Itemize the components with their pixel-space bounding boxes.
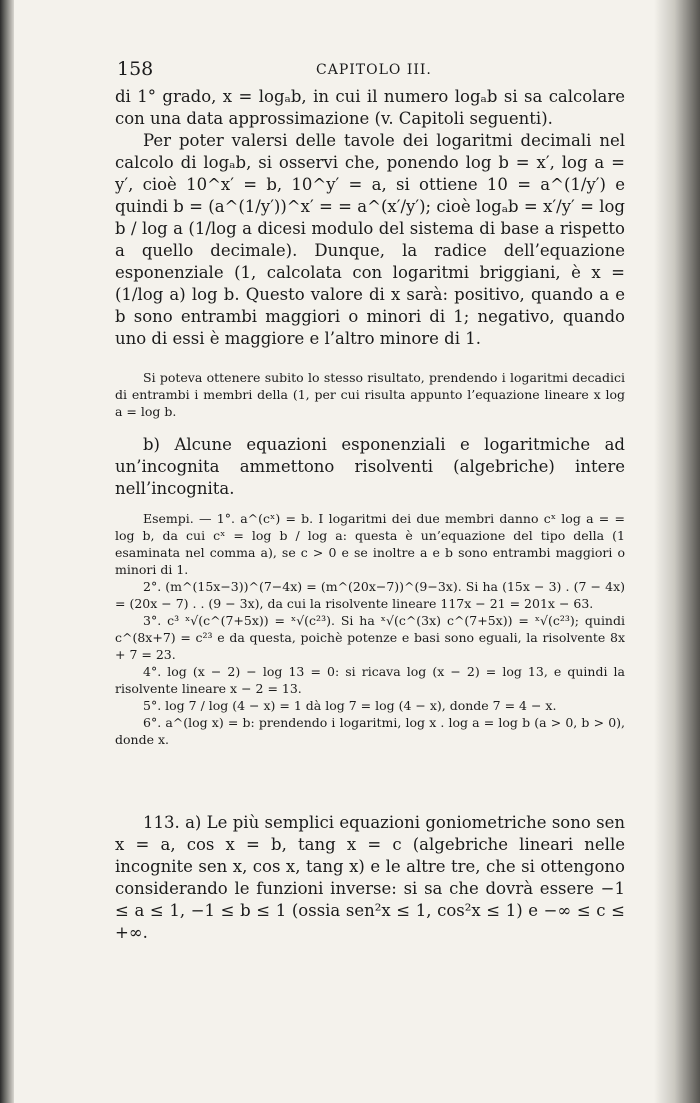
example-5: 5°. log 7 / log (4 − x) = 1 dà log 7 = log (4 − x), donde 7 = 4 − x.	[143, 698, 557, 713]
example-3: 3°. c³ ˣ√(c^(7+5x)) = ˣ√(c²³). Si ha ˣ√(c^(3x) c^(7+5x)) = ˣ√(c²³); quindi c^(8x+7) = c²³ e da questa, poichè potenze e basi sono eguali, la risolvente 8x + 7 = 23.	[115, 613, 625, 662]
page-number: 158	[117, 58, 154, 80]
paragraph-b: b) Alcune equazioni esponenziali e logaritmiche ad un’incognita ammettono risolventi (algebriche) intere nell’incognita.	[115, 435, 625, 498]
paragraph-1: di 1° grado, x = logₐb, in cui il numero logₐb si sa calcolare con una data approssimazione (v. Capitoli seguenti).	[115, 87, 625, 128]
main-text-top	[115, 86, 625, 350]
footnote-block	[115, 369, 625, 420]
examples-block	[115, 510, 625, 748]
example-1: Esempi. — 1°. a^(cˣ) = b. I logaritmi dei due membri danno cˣ log a = = log b, da cui cˣ = log b / log a: questa è un’equazione del tipo della (1 esaminata nel comma a), se c > 0 e se inoltre a e b sono entrambi maggiori o minori di 1.	[115, 511, 625, 577]
section-113	[115, 812, 625, 944]
example-6: 6°. a^(log x) = b: prendendo i logaritmi, log x . log a = log b (a > 0, b > 0), donde x.	[115, 715, 625, 747]
paragraph-2: Per poter valersi delle tavole dei logaritmi decimali nel calcolo di logₐb, si osservi che, ponendo log b = x′, log a = y′, cioè 10^x′ = b, 10^y′ = a, si ottiene 10 = a^(1/y′) e quindi b = (a^(1/y′))^x′ = = a^(x′/y′); cioè logₐb = x′/y′ = log b / log a (1/log a dicesi modulo del sistema di base a rispetto a quello decimale). Dunque, la radice dell’equazione esponenziale (1, calcolata con logaritmi briggiani, è x = (1/log a) log b. Questo valore di x sarà: positivo, quando a e b sono entrambi maggiori o minori di 1; negativo, quando uno di essi è maggiore e l’altro minore di 1.	[115, 131, 625, 348]
chapter-title: CAPITOLO III.	[316, 62, 432, 78]
example-2: 2°. (m^(15x−3))^(7−4x) = (m^(20x−7))^(9−3x). Si ha (15x − 3) . (7 − 4x) = (20x − 7) . . (9 − 3x), da cui la risolvente lineare 117x − 21 = 201x − 63.	[115, 579, 625, 611]
paragraph-113: 113. a) Le più semplici equazioni goniometriche sono sen x = a, cos x = b, tang x = c (algebriche lineari nelle incognite sen x, cos x, tang x) e le altre tre, che si ottengono considerando le funzioni inverse: si sa che dovrà essere −1 ≤ a ≤ 1, −1 ≤ b ≤ 1 (ossia sen²x ≤ 1, cos²x ≤ 1) e −∞ ≤ c ≤ +∞.	[115, 813, 625, 942]
section-b	[115, 434, 625, 500]
example-4: 4°. log (x − 2) − log 13 = 0: si ricava log (x − 2) = log 13, e quindi la risolvente lineare x − 2 = 13.	[115, 664, 625, 696]
note-paragraph: Si poteva ottenere subito lo stesso risultato, prendendo i logaritmi decadici di entrambi i membri della (1, per cui risulta appunto l’equazione lineare x log a = log b.	[115, 370, 625, 419]
